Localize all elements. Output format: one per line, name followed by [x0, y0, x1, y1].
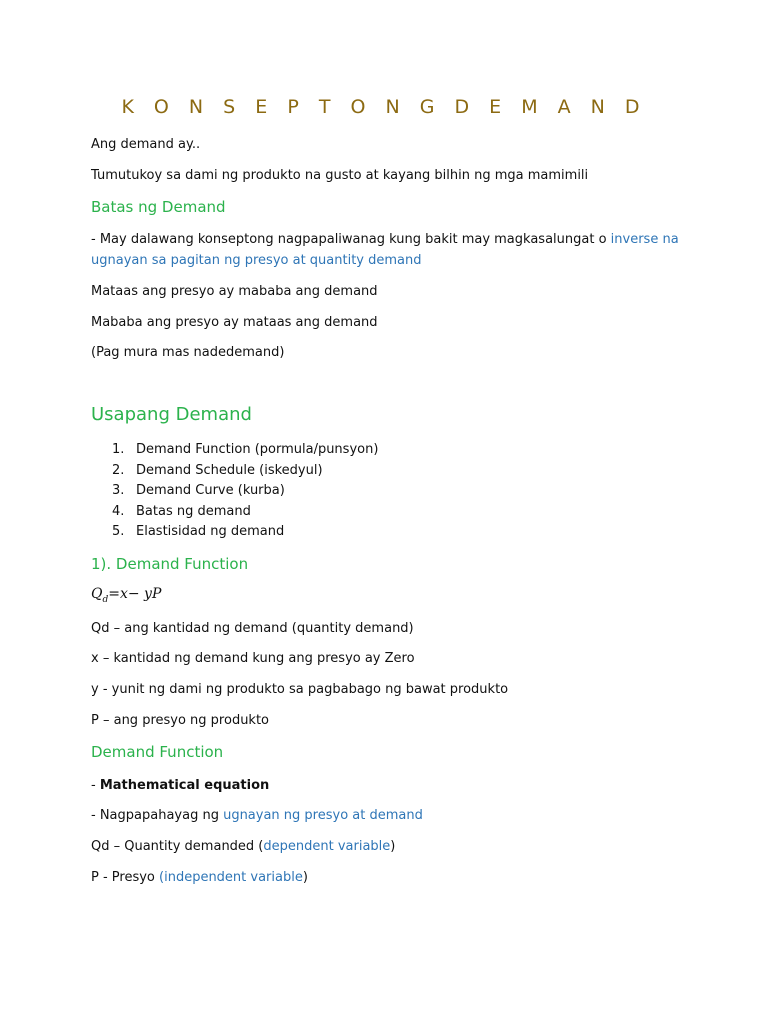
- ugnayan-prefix: - Nagpapahayag ng: [91, 808, 224, 823]
- list-item-number: 1.: [112, 442, 125, 457]
- list-item: [112, 462, 378, 483]
- batas-line-1: Mataas ang presyo ay mababa ang demand: [91, 284, 378, 299]
- list-item: [112, 523, 378, 544]
- quantity-demanded-line: [91, 838, 395, 856]
- independent-variable-highlight: (independent variable: [159, 870, 303, 885]
- definition-x: x – kantidad ng demand kung ang presyo ay Zero: [91, 651, 415, 666]
- formula-subscript: d: [102, 594, 109, 605]
- list-item-text: Elastisidad ng demand: [136, 524, 285, 539]
- formula-q: Q: [91, 586, 103, 602]
- definition-y: y - yunit ng dami ng produkto sa pagbabago ng bawat produkto: [91, 682, 509, 697]
- heading-batas-ng-demand: Batas ng Demand: [91, 198, 226, 216]
- ugnayan-line: [91, 807, 423, 825]
- usapang-demand-list: [112, 441, 378, 544]
- ugnayan-highlight: ugnayan ng presyo at demand: [223, 808, 423, 823]
- intro-line-1: Ang demand ay..: [91, 137, 201, 152]
- list-item-number: 3.: [112, 483, 125, 498]
- batas-line-2: Mababa ang presyo ay mataas ang demand: [91, 315, 378, 330]
- batas-line-3: (Pag mura mas nadedemand): [91, 345, 285, 360]
- list-item: [112, 441, 378, 462]
- heading-demand-function-2: Demand Function: [91, 743, 224, 761]
- presyo-prefix: P - Presyo: [91, 870, 160, 885]
- demand-formula: [91, 586, 161, 605]
- heading-demand-function-1: 1). Demand Function: [91, 555, 249, 573]
- list-item-number: 5.: [112, 524, 125, 539]
- batas-paragraph-line-1: [91, 231, 679, 249]
- list-item-number: 2.: [112, 462, 125, 478]
- document-title: K O N S E P T O N G D E M A N D: [121, 96, 647, 118]
- list-item-text: Batas ng demand: [136, 503, 251, 519]
- list-item-text: Demand Schedule (iskedyul): [136, 462, 323, 478]
- mathematical-equation-text: Mathematical equation: [99, 778, 270, 793]
- list-item-text: Demand Function (pormula/punsyon): [136, 442, 379, 457]
- definition-p: P – ang presyo ng produkto: [91, 713, 270, 728]
- batas-paragraph-highlight-a: inverse na: [610, 232, 679, 247]
- dependent-variable-highlight: dependent variable: [263, 839, 391, 854]
- heading-usapang-demand: Usapang Demand: [91, 404, 252, 425]
- list-item-number: 4.: [112, 503, 125, 519]
- intro-line-2: Tumutukoy sa dami ng produkto na gusto at kayang bilhin ng mga mamimili: [91, 168, 589, 183]
- presyo-line: [91, 869, 308, 887]
- presyo-suffix: ): [302, 870, 308, 885]
- formula-rest: =x− yP: [108, 586, 162, 602]
- batas-paragraph-text: - May dalawang konseptong nagpapaliwanag kung bakit may magkasalungat o: [91, 232, 611, 247]
- list-item-text: Demand Curve (kurba): [136, 483, 285, 498]
- dash-text: -: [91, 778, 100, 793]
- definition-qd: Qd – ang kantidad ng demand (quantity demand): [91, 621, 414, 636]
- list-item: [112, 503, 378, 524]
- qd-suffix: ): [390, 839, 396, 854]
- mathematical-equation-line: [91, 777, 269, 795]
- list-item: [112, 482, 378, 503]
- batas-paragraph-highlight-b: ugnayan sa pagitan ng presyo at quantity demand: [91, 253, 422, 268]
- qd-prefix: Qd – Quantity demanded (: [91, 839, 264, 854]
